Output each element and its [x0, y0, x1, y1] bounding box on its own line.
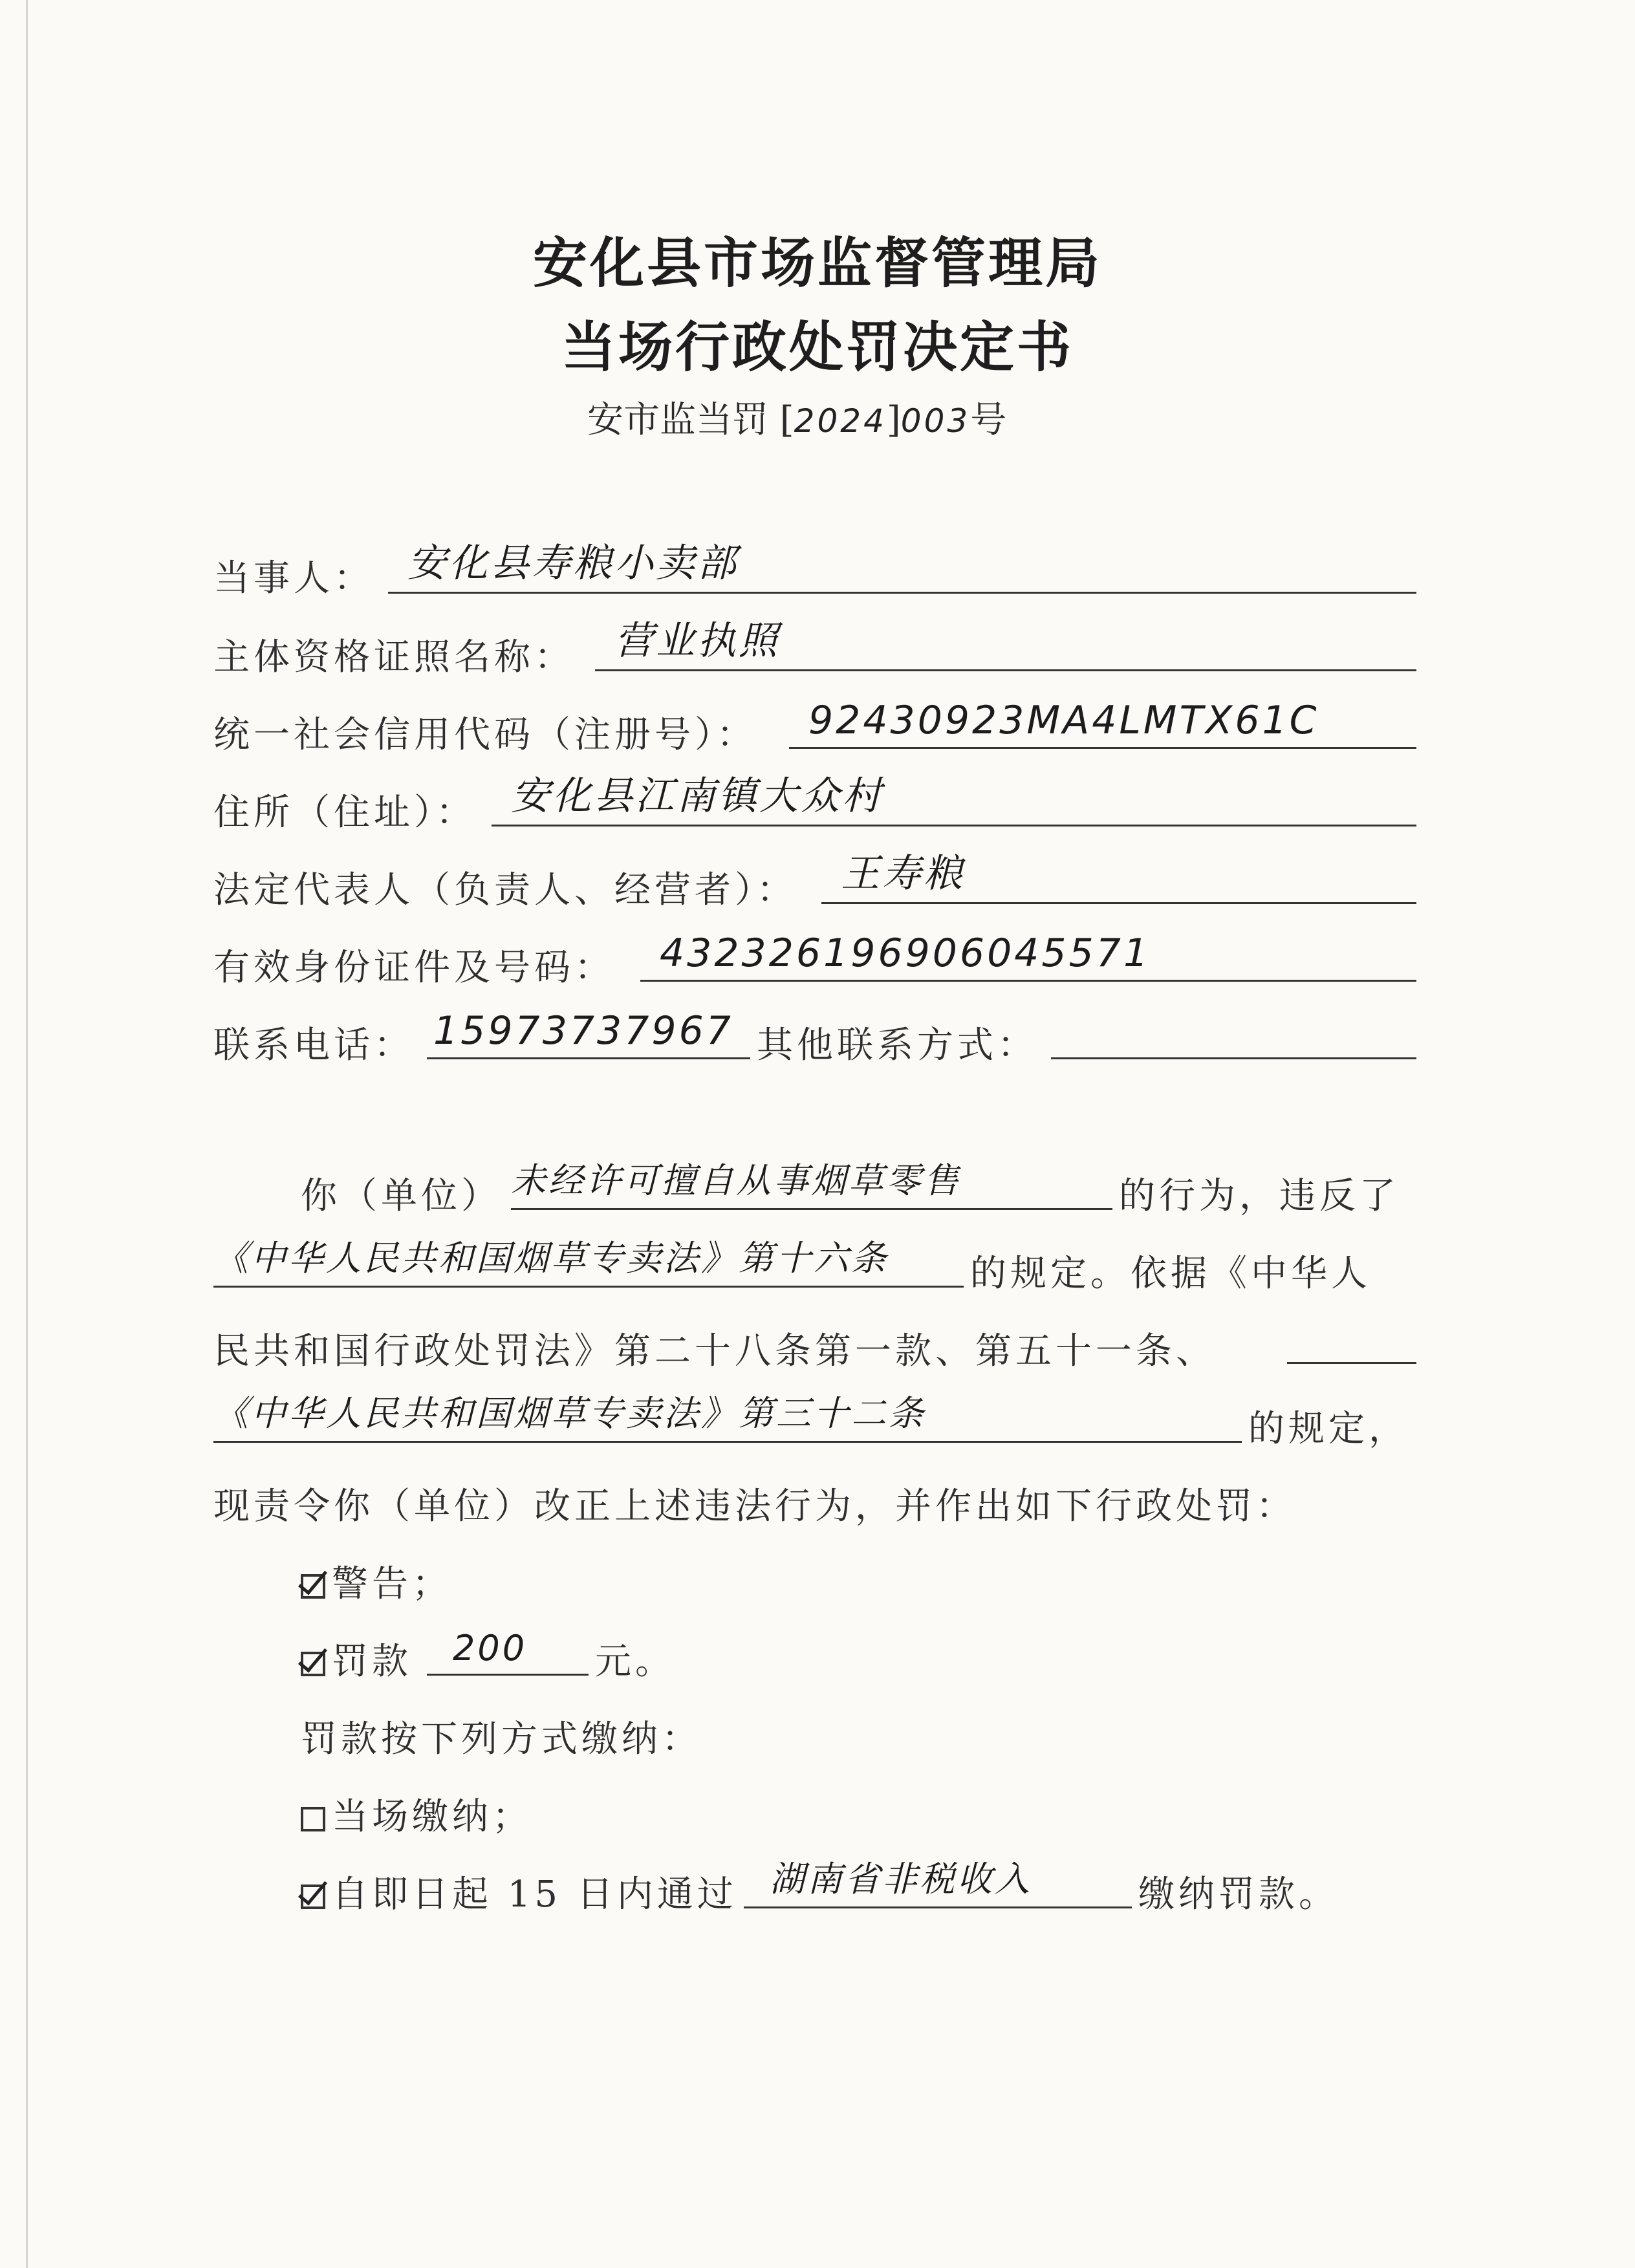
address-value: 安化县江南镇大众村	[511, 773, 883, 819]
party-field	[388, 540, 1416, 594]
fine-checkbox[interactable]	[301, 1652, 325, 1676]
onsite-item	[301, 1788, 532, 1840]
credit-code-field	[789, 695, 1416, 749]
onsite-checkbox[interactable]	[301, 1807, 325, 1831]
license-label: 主体资格证照名称：	[213, 636, 574, 678]
body-line1-b: 的行为，违反了	[1119, 1175, 1400, 1217]
license-field	[595, 618, 1416, 671]
id-label: 有效身份证件及号码：	[213, 947, 614, 989]
agency-title: 安化县市场监督管理局	[532, 231, 1102, 295]
body-line5: 现责令你（单位）改正上述违法行为，并作出如下行政处罚：	[213, 1485, 1296, 1528]
representative-field	[821, 850, 1416, 904]
within-label-a: 自即日起 15 日内通过	[332, 1874, 737, 1916]
license-value: 营业执照	[614, 618, 780, 664]
payment-channel-value: 湖南省非税收入	[770, 1859, 1032, 1899]
within-checkbox[interactable]	[301, 1885, 325, 1909]
body-line3: 民共和国行政处罚法》第二十八条第一款、第五十一条、	[213, 1330, 1216, 1372]
id-field	[640, 928, 1416, 982]
credit-code-label: 统一社会信用代码（注册号）：	[213, 714, 757, 756]
warning-checkbox[interactable]	[301, 1574, 325, 1599]
phone-field	[427, 1006, 750, 1059]
party-label: 当事人：	[213, 557, 374, 599]
id-value: 432326196906045571	[660, 931, 1151, 976]
fine-amount-fill	[427, 1625, 589, 1676]
fine-label-a: 罚款	[332, 1641, 412, 1683]
within-label-b: 缴纳罚款。	[1138, 1874, 1339, 1916]
other-contact-label: 其他联系方式：	[757, 1024, 1037, 1066]
body-line3-fill	[1287, 1313, 1416, 1364]
other-contact-field	[1051, 1006, 1416, 1059]
onsite-label: 当场缴纳；	[332, 1796, 532, 1838]
payment-intro: 罚款按下列方式缴纳：	[301, 1718, 702, 1760]
violated-law-fill	[213, 1237, 964, 1288]
warning-label: 警告；	[332, 1563, 452, 1605]
warning-item	[301, 1555, 452, 1607]
phone-label: 联系电话：	[213, 1024, 414, 1066]
violated-law-value: 《中华人民共和国烟草专卖法》第十六条	[213, 1238, 889, 1279]
party-value: 安化县寿粮小卖部	[407, 541, 739, 586]
doc-no-suffix: 号	[970, 399, 1007, 441]
penalty-law-value: 《中华人民共和国烟草专卖法》第三十二条	[213, 1393, 926, 1434]
doc-no-prefix: 安市监当罚 [	[587, 399, 794, 441]
body-line2-b: 的规定。依据《中华人	[970, 1253, 1371, 1295]
violation-fill	[511, 1159, 1112, 1210]
penalty-law-fill	[213, 1392, 1242, 1443]
doc-no-year: 2024	[794, 402, 887, 440]
body-line1-a: 你（单位）	[301, 1175, 501, 1217]
body-line4-b: 的规定，	[1248, 1408, 1409, 1450]
fine-label-b: 元。	[595, 1641, 675, 1683]
representative-value: 王寿粮	[841, 851, 965, 896]
address-field	[492, 773, 1416, 826]
within-item	[301, 1866, 737, 1917]
phone-value: 15973737967	[433, 1008, 733, 1053]
fine-item	[301, 1633, 412, 1685]
document-number	[587, 391, 1006, 443]
doc-no-num: 003	[900, 402, 971, 440]
document-title: 当场行政处罚决定书	[561, 315, 1074, 379]
fine-amount-value: 200	[453, 1628, 528, 1669]
representative-label: 法定代表人（负责人、经营者）：	[213, 869, 797, 911]
credit-code-value: 92430923MA4LMTX61C	[808, 698, 1319, 743]
doc-no-sep: ]	[886, 399, 901, 441]
address-label: 住所（住址）：	[213, 792, 476, 834]
payment-channel-fill	[744, 1857, 1132, 1908]
violation-value: 未经许可擅自从事烟草零售	[511, 1160, 961, 1201]
